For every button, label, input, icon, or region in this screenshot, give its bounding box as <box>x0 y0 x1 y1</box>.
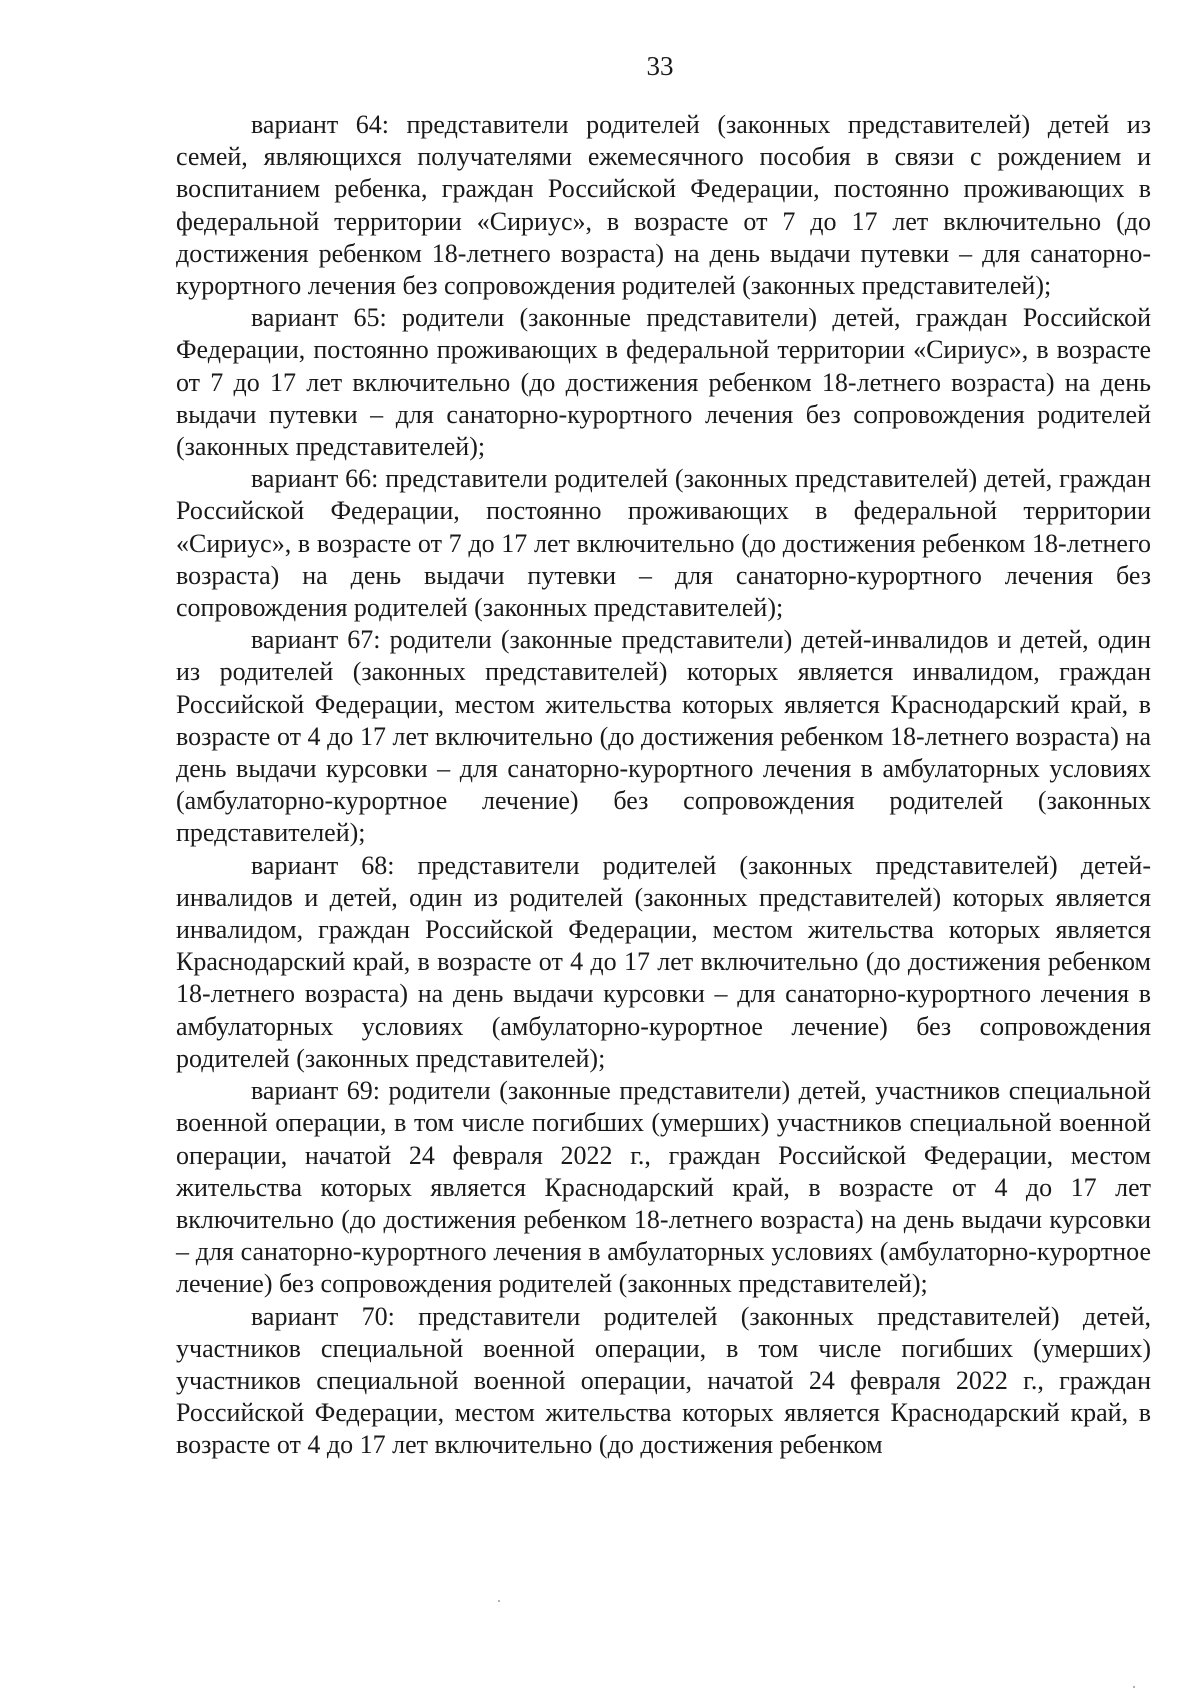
paragraph-variant-70: вариант 70: представители родителей (законных представителей) детей, участников специальной военной операции, в том числе погибших (умерших) участников специальной военной операции, начатой 24 февраля 2022 г., граждан Российской Федерации, местом жительства которых является Краснодарский край, в возрасте от 4 до 17 лет включительно (до достижения ребенком <box>176 1301 1151 1460</box>
document-body <box>176 109 1151 1462</box>
paragraph-variant-68: вариант 68: представители родителей (законных представителей) детей-инвалидов и детей, один из родителей (законных представителей) которых является инвалидом, граждан Российской Федерации, местом жительства которых является Краснодарский край, в возрасте от 4 до 17 лет включительно (до достижения ребенком 18-летнего возраста) на день выдачи курсовки – для санаторно-курортного лечения в амбулаторных условиях (амбулаторно-курортное лечение) без сопровождения родителей (законных представителей); <box>176 850 1151 1073</box>
paragraph-variant-69: вариант 69: родители (законные представители) детей, участников специальной военной операции, в том числе погибших (умерших) участников специальной военной операции, начатой 24 февраля 2022 г., граждан Российской Федерации, местом жительства которых является Краснодарский край, в возрасте от 4 до 17 лет включительно (до достижения ребенком 18-летнего возраста) на день выдачи курсовки – для санаторно-курортного лечения в амбулаторных условиях (амбулаторно-курортное лечение) без сопровождения родителей (законных представителей); <box>176 1076 1151 1299</box>
scan-speck <box>1133 1686 1135 1688</box>
paragraph-variant-67: вариант 67: родители (законные представители) детей-инвалидов и детей, один из родителей (законных представителей) которых является инвалидом, граждан Российской Федерации, местом жительства которых является Краснодарский край, в возрасте от 4 до 17 лет включительно (до достижения ребенком 18-летнего возраста) на день выдачи курсовки – для санаторно-курортного лечения в амбулаторных условиях (амбулаторно-курортное лечение) без сопровождения родителей (законных представителей); <box>176 625 1151 848</box>
paragraph-variant-66: вариант 66: представители родителей (законных представителей) детей, граждан Российской Федерации, постоянно проживающих в федеральной территории «Сириус», в возрасте от 7 до 17 лет включительно (до достижения ребенком 18-летнего возраста) на день выдачи путевки – для санаторно-курортного лечения без сопровождения родителей (законных представителей); <box>176 464 1151 623</box>
scan-speck <box>498 1600 500 1602</box>
paragraph-variant-65: вариант 65: родители (законные представители) детей, граждан Российской Федерации, постоянно проживающих в федеральной территории «Сириус», в возрасте от 7 до 17 лет включительно (до достижения ребенком 18-летнего возраста) на день выдачи путевки – для санаторно-курортного лечения без сопровождения родителей (законных представителей); <box>176 303 1151 462</box>
page-number: 33 <box>646 51 674 81</box>
paragraph-variant-64: вариант 64: представители родителей (законных представителей) детей из семей, являющихся получателями ежемесячного пособия в связи с рождением и воспитанием ребенка, граждан Российской Федерации, постоянно проживающих в федеральной территории «Сириус», в возрасте от 7 до 17 лет включительно (до достижения ребенком 18-летнего возраста) на день выдачи путевки – для санаторно-курортного лечения без сопровождения родителей (законных представителей); <box>176 110 1151 301</box>
